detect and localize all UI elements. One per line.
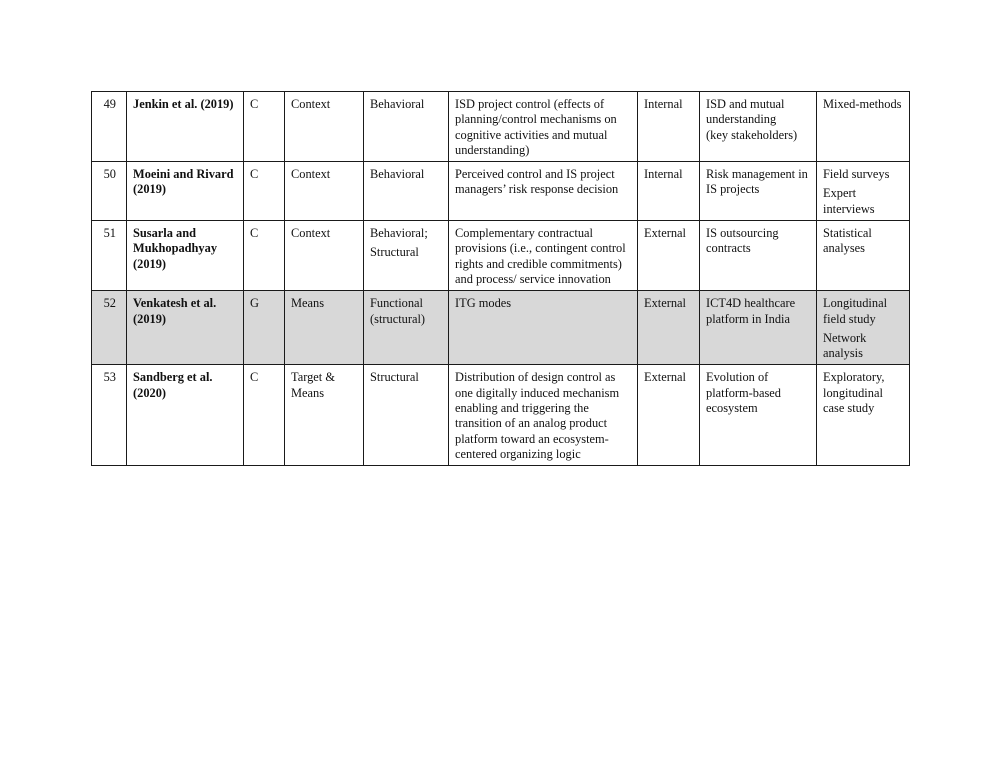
table-row: [92, 291, 910, 365]
context-line: IS outsourcing contracts: [706, 226, 779, 256]
description-cell: ISD project control (effects of planning/control mechanisms on cognitive activities and mutual understanding): [449, 92, 638, 162]
code-cell: C: [244, 162, 285, 221]
table-row: [92, 92, 910, 162]
focus-cell: Target & Means: [285, 365, 364, 466]
author-cell: Jenkin et al. (2019): [127, 92, 244, 162]
type-line: Structural: [370, 245, 419, 260]
table-row: [92, 162, 910, 221]
context-cell: [700, 92, 817, 162]
method-line: Mixed-methods: [823, 97, 902, 111]
method-line: Field surveys: [823, 167, 890, 182]
context-cell: [700, 291, 817, 365]
method-cell: [817, 291, 910, 365]
context-line: ICT4D healthcare platform in India: [706, 296, 796, 326]
table-body: [92, 92, 910, 466]
context-cell: [700, 221, 817, 291]
type-cell: [364, 162, 449, 221]
context-line: (key stakeholders): [706, 127, 798, 142]
focus-cell: Means: [285, 291, 364, 365]
type-cell: [364, 291, 449, 365]
type-line: Structural: [370, 370, 419, 385]
type-line: Behavioral: [370, 167, 425, 182]
type-cell: [364, 221, 449, 291]
context-line: ISD and mutual understanding: [706, 97, 785, 127]
row-number-cell: 50: [92, 162, 127, 221]
code-cell: G: [244, 291, 285, 365]
type-line: Functional (structural): [370, 296, 426, 326]
context-line: Risk management in IS projects: [706, 167, 808, 197]
context-cell: [700, 365, 817, 466]
context-line: Evolution of platform-based ecosystem: [706, 370, 782, 416]
method-cell: [817, 365, 910, 466]
row-number-cell: 52: [92, 291, 127, 365]
description-cell: Perceived control and IS project managers’ risk response decision: [449, 162, 638, 221]
table-row: [92, 221, 910, 291]
focus-cell: Context: [285, 221, 364, 291]
description-cell: Complementary contractual provisions (i.e., contingent control rights and credible commitments) and process/ service innovation: [449, 221, 638, 291]
context-cell: [700, 162, 817, 221]
scope-cell: External: [638, 221, 700, 291]
literature-table: [91, 91, 910, 466]
focus-cell: Context: [285, 162, 364, 221]
description-cell: ITG modes: [449, 291, 638, 365]
scope-cell: External: [638, 291, 700, 365]
row-number-cell: 53: [92, 365, 127, 466]
focus-cell: Context: [285, 92, 364, 162]
type-cell: [364, 365, 449, 466]
scope-cell: Internal: [638, 162, 700, 221]
description-cell: Distribution of design control as one digitally induced mechanism enabling and triggering the transition of an analog product platform toward an ecosystem-centered organizing logic: [449, 365, 638, 466]
method-cell: [817, 162, 910, 221]
method-line: Network analysis: [823, 330, 867, 361]
row-number-cell: 49: [92, 92, 127, 162]
table-row: [92, 365, 910, 466]
method-cell: [817, 221, 910, 291]
method-line: Statistical analyses: [823, 226, 872, 256]
author-cell: Sandberg et al. (2020): [127, 365, 244, 466]
scope-cell: Internal: [638, 92, 700, 162]
code-cell: C: [244, 221, 285, 291]
method-line: Expert interviews: [823, 186, 875, 216]
type-cell: [364, 92, 449, 162]
code-cell: C: [244, 365, 285, 466]
type-line: Behavioral;: [370, 226, 428, 241]
row-number-cell: 51: [92, 221, 127, 291]
author-cell: Susarla and Mukhopadhyay (2019): [127, 221, 244, 291]
method-cell: [817, 92, 910, 162]
method-line: Longitudinal field study: [823, 296, 888, 326]
code-cell: C: [244, 92, 285, 162]
scope-cell: External: [638, 365, 700, 466]
author-cell: Moeini and Rivard (2019): [127, 162, 244, 221]
type-line: Behavioral: [370, 97, 425, 111]
method-line: Exploratory, longitudinal case study: [823, 370, 885, 416]
author-cell: Venkatesh et al. (2019): [127, 291, 244, 365]
